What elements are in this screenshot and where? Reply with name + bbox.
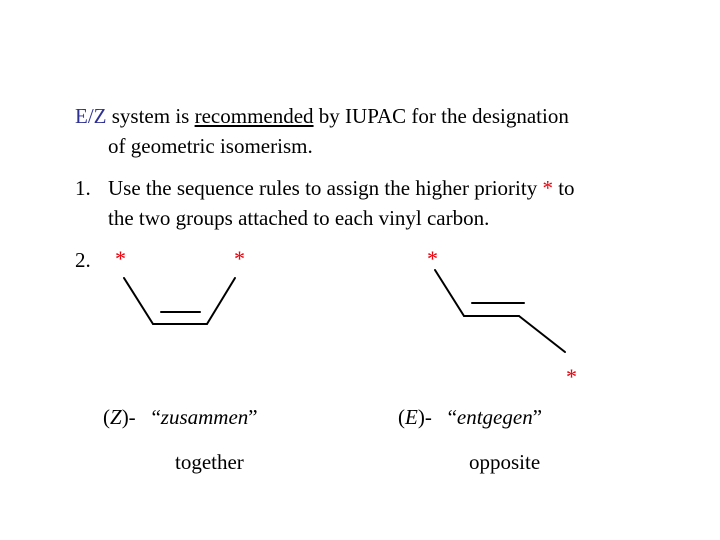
e-priority-star-bottom: * — [566, 364, 577, 389]
ez-label: E/Z — [75, 104, 107, 128]
z-letter: Z — [110, 405, 122, 429]
e-word: entgegen — [456, 405, 533, 429]
z-paren-open: ( — [103, 405, 110, 429]
e-isomer-skeleton — [435, 270, 565, 352]
intro-text-a: system is — [106, 104, 195, 128]
step-2-number: 2. — [75, 248, 91, 272]
z-bond-left — [124, 278, 153, 324]
e-meaning: opposite — [469, 450, 541, 474]
z-bond-right — [207, 278, 235, 324]
e-paren-close: )- — [417, 405, 438, 429]
z-isomer-skeleton — [124, 278, 235, 324]
recommended-word: recommended — [194, 104, 314, 128]
step-1-number: 1. — [75, 176, 91, 200]
step-1-text-a: Use the sequence rules to assign the higher priority — [108, 176, 543, 200]
step-1-text-b: to — [552, 176, 575, 200]
z-priority-star-right: * — [234, 246, 245, 271]
e-letter: E — [405, 405, 418, 429]
z-priority-star-left: * — [115, 246, 126, 271]
e-bond-lower — [519, 316, 565, 352]
z-close-quote: ” — [248, 405, 258, 429]
e-open-quote: “ — [447, 405, 457, 429]
priority-star-inline: * — [542, 176, 553, 200]
e-isomer-label — [398, 405, 542, 429]
z-open-quote: “ — [151, 405, 161, 429]
z-meaning: together — [175, 450, 244, 474]
intro-text-b: by IUPAC for the designation — [313, 104, 569, 128]
z-paren-close: )- — [121, 405, 141, 429]
e-close-quote: ” — [532, 405, 543, 429]
z-word: zusammen — [160, 405, 249, 429]
intro-line-2: of geometric isomerism. — [108, 134, 313, 158]
e-bond-upper — [435, 270, 464, 316]
z-isomer-label — [103, 405, 258, 429]
e-paren-open: ( — [398, 405, 405, 429]
step-1-line-2: the two groups attached to each vinyl carbon. — [108, 206, 490, 230]
e-priority-star-top: * — [427, 246, 438, 271]
